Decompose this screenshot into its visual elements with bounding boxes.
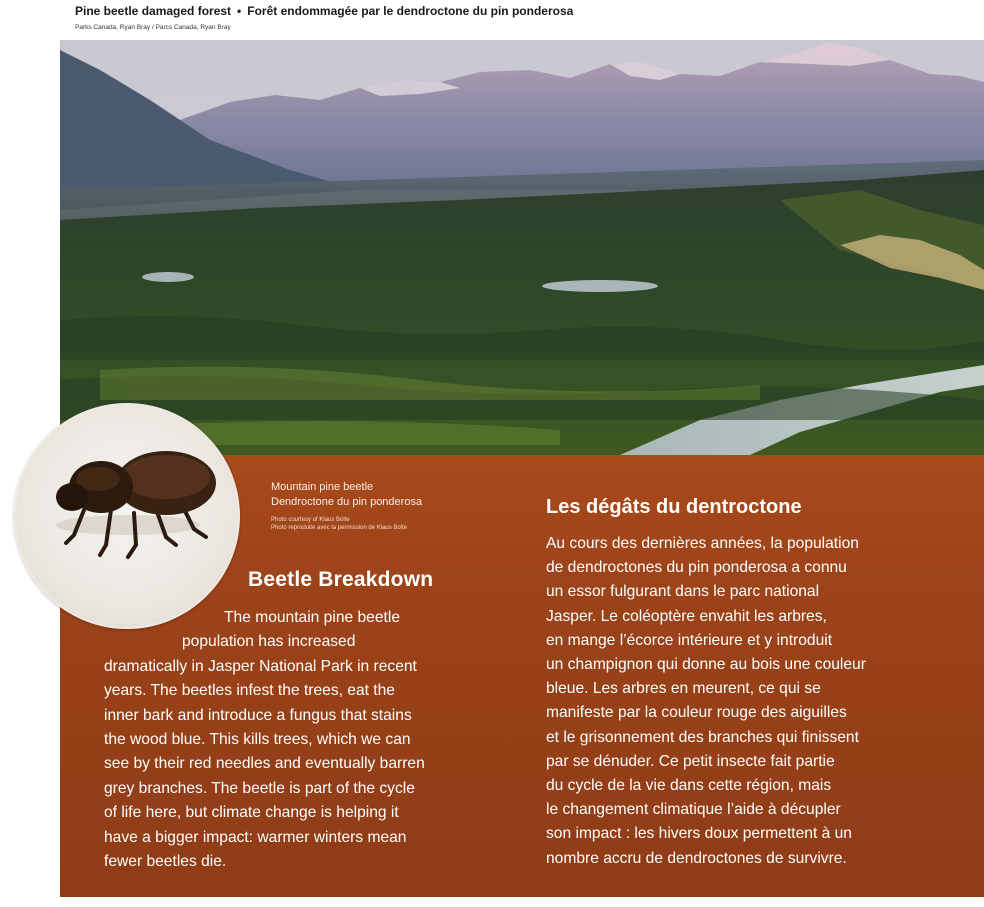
text-line: un champignon qui donne au bois une couleur [546,656,866,674]
beetle-caption [271,480,422,532]
text-line: see by their red needles and eventually barren [104,755,425,773]
text-line: son impact : les hivers doux permettent à un [546,825,852,843]
text-line: fewer beetles die. [104,853,227,871]
mountain-valley-illustration [60,40,984,455]
body-text-en [104,606,504,874]
text-line: en mange l’écorce intérieure et y introduit [546,631,833,649]
beetle-name-fr: Dendroctone du pin ponderosa [271,496,423,508]
landscape-photo [60,40,984,455]
text-line: have a bigger impact: warmer winters mean [104,828,407,846]
text-line: manifeste par la couleur rouge des aiguilles [546,704,847,722]
beetle-credit-fr: Photo reproduite avec la permission de Klaus Bolte [271,525,408,531]
text-line: of life here, but climate change is helping it [104,804,399,822]
text-line: et le grisonnement des branches qui finissent [546,728,859,746]
text-line: un essor fulgurant dans le parc national [546,583,820,601]
text-line: par se dénuder. Ce petit insecte fait partie [546,752,835,770]
text-line: dramatically in Jasper National Park in recent [104,657,417,675]
photo-credit: Parks Canada, Ryan Bray / Parcs Canada, Ryan Bray [75,24,231,31]
photo-caption-fr: Forêt endommagée par le dendroctone du pin ponderosa [247,4,574,18]
caption-separator: • [237,4,242,18]
text-line: Jasper. Le coléoptère envahit les arbres, [546,607,827,625]
text-line: grey branches. The beetle is part of the cycle [104,779,415,797]
text-line: le changement climatique l’aide à décupler [546,801,841,819]
text-line: de dendroctones du pin ponderosa a connu [546,559,847,577]
text-line: du cycle de la vie dans cette région, mais [546,777,832,795]
text-line: years. The beetles infest the trees, eat the [104,682,395,700]
text-line: population has increased [182,633,356,651]
heading-en: Beetle Breakdown [248,568,434,591]
text-line: nombre accru de dendroctones de survivre. [546,849,847,867]
photo-caption [75,4,975,18]
beetle-credit-en: Photo courtesy of Klaus Bolte [271,517,350,523]
text-line: the wood blue. This kills trees, which we can [104,731,411,749]
photo-caption-en: Pine beetle damaged forest [75,4,232,18]
beetle-illustration [16,405,238,627]
beetle-name-en: Mountain pine beetle [271,481,374,493]
text-line: The mountain pine beetle [224,609,400,626]
heading-fr: Les dégâts du dentroctone [546,496,802,518]
beetle-photo [14,403,240,629]
body-text-fr [546,532,966,871]
text-line: bleue. Les arbres en meurent, ce qui se [546,680,821,698]
text-line: inner bark and introduce a fungus that stains [104,706,412,724]
text-line: Au cours des dernières années, la population [546,535,859,552]
